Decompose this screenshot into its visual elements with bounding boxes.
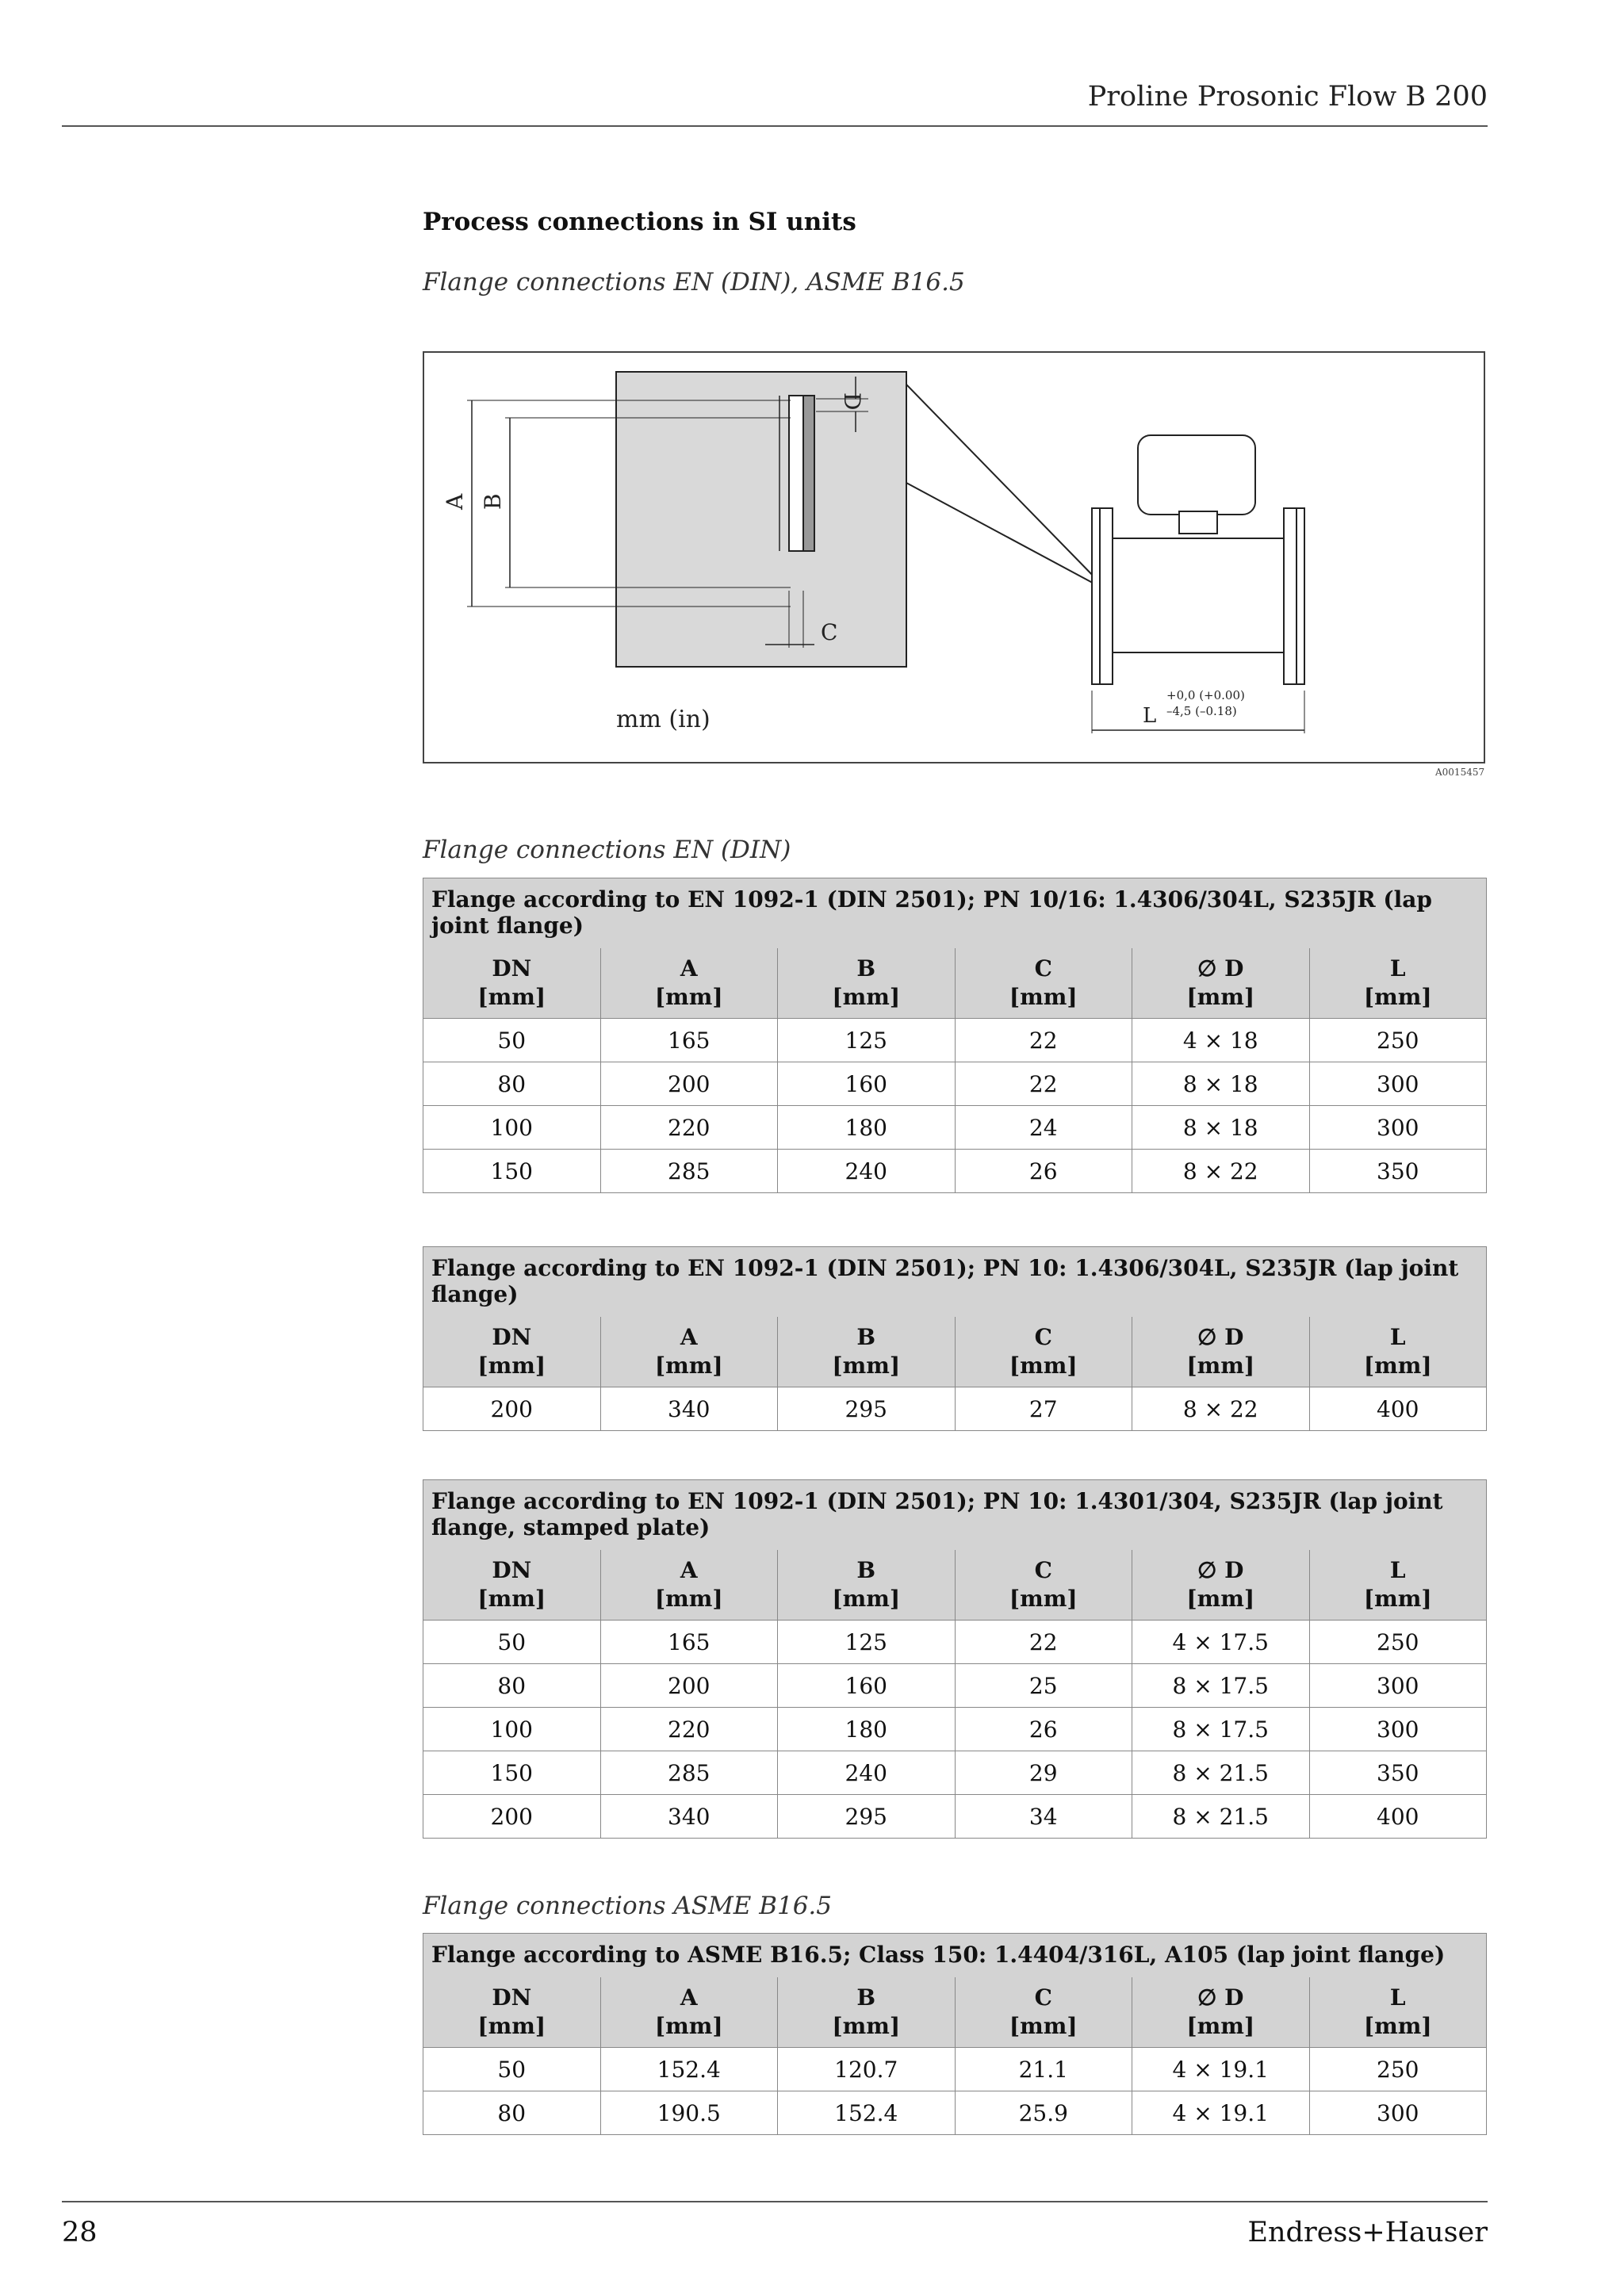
table-cell: 200 xyxy=(600,1062,778,1106)
column-name: B xyxy=(856,1324,876,1350)
table-row xyxy=(423,2048,1487,2091)
column-unit: [mm] xyxy=(832,1353,901,1379)
column-name: ∅ D xyxy=(1197,1984,1244,2011)
detail-box xyxy=(616,372,906,667)
table-cell: 27 xyxy=(955,1387,1132,1431)
label-c: C xyxy=(821,619,838,645)
table-row xyxy=(423,1751,1487,1795)
table-cell: 150 xyxy=(423,1751,601,1795)
flange-face xyxy=(789,396,803,551)
column-unit: [mm] xyxy=(1363,2013,1432,2039)
table-cell: 300 xyxy=(1309,1664,1487,1708)
column-name: L xyxy=(1389,955,1406,982)
table-cell: 25 xyxy=(955,1664,1132,1708)
unit-label: mm (in) xyxy=(616,706,710,733)
table-cell: 22 xyxy=(955,1019,1132,1062)
column-name: DN xyxy=(492,1984,532,2011)
transmitter-neck xyxy=(1179,511,1217,534)
table-cell: 300 xyxy=(1309,1106,1487,1150)
column-header xyxy=(423,1977,601,2048)
column-header xyxy=(778,1977,956,2048)
table-cell: 295 xyxy=(778,1387,956,1431)
table-cell: 50 xyxy=(423,1019,601,1062)
table-cell: 180 xyxy=(778,1106,956,1150)
table-cell: 160 xyxy=(778,1062,956,1106)
table-cell: 400 xyxy=(1309,1795,1487,1839)
table-cell: 250 xyxy=(1309,2048,1487,2091)
transmitter-head xyxy=(1138,435,1255,515)
column-header xyxy=(600,1977,778,2048)
column-header xyxy=(1132,1317,1310,1387)
column-name: ∅ D xyxy=(1197,1324,1244,1350)
table-cell: 125 xyxy=(778,1621,956,1664)
sensor-body xyxy=(1103,538,1293,652)
table-cell: 295 xyxy=(778,1795,956,1839)
table-cell: 80 xyxy=(423,2091,601,2135)
table-cell: 34 xyxy=(955,1795,1132,1839)
flange-right-outer xyxy=(1297,508,1304,684)
column-unit: [mm] xyxy=(1186,1353,1255,1379)
table-row xyxy=(423,1621,1487,1664)
table-cell: 22 xyxy=(955,1062,1132,1106)
table-cell: 250 xyxy=(1309,1019,1487,1062)
flange-section xyxy=(803,396,814,551)
column-unit: [mm] xyxy=(1009,2013,1078,2039)
table-row xyxy=(423,2091,1487,2135)
table-cell: 22 xyxy=(955,1621,1132,1664)
table-cell: 285 xyxy=(600,1150,778,1193)
brand-name: Endress+Hauser xyxy=(1247,2217,1488,2248)
column-header xyxy=(778,948,956,1019)
table-header-row xyxy=(423,1977,1487,2048)
flange-right xyxy=(1284,508,1297,684)
column-header xyxy=(423,948,601,1019)
column-unit: [mm] xyxy=(477,2013,546,2039)
label-l: L xyxy=(1143,704,1157,728)
table-header-row xyxy=(423,948,1487,1019)
column-name: A xyxy=(680,955,698,982)
flange-table-pn10-stamped xyxy=(423,1479,1487,1839)
column-name: DN xyxy=(492,1324,532,1350)
column-name: L xyxy=(1389,1984,1406,2011)
table-caption: Flange according to EN 1092-1 (DIN 2501); PN 10/16: 1.4306/304L, S235JR (lap joint flange) xyxy=(423,878,1487,949)
column-header xyxy=(600,948,778,1019)
table-cell: 340 xyxy=(600,1387,778,1431)
table-cell: 300 xyxy=(1309,1062,1487,1106)
table-caption: Flange according to ASME B16.5; Class 150: 1.4404/316L, A105 (lap joint flange) xyxy=(423,1934,1487,1978)
table-cell: 240 xyxy=(778,1150,956,1193)
table-row xyxy=(423,1387,1487,1431)
column-unit: [mm] xyxy=(654,984,723,1010)
column-header xyxy=(1309,1550,1487,1621)
column-name: B xyxy=(856,955,876,982)
figure-subtitle: Flange connections EN (DIN), ASME B16.5 xyxy=(423,268,965,297)
table-cell: 4 × 19.1 xyxy=(1132,2048,1310,2091)
figure-id: A0015457 xyxy=(1435,767,1485,778)
page-number: 28 xyxy=(62,2217,98,2248)
table-cell: 150 xyxy=(423,1150,601,1193)
column-unit: [mm] xyxy=(654,1353,723,1379)
table-cell: 152.4 xyxy=(778,2091,956,2135)
table-header-row xyxy=(423,1550,1487,1621)
column-unit: [mm] xyxy=(1363,1586,1432,1612)
label-d: D xyxy=(839,392,865,411)
table-cell: 125 xyxy=(778,1019,956,1062)
table-cell: 8 × 21.5 xyxy=(1132,1751,1310,1795)
column-name: B xyxy=(856,1984,876,2011)
column-name: ∅ D xyxy=(1197,1557,1244,1583)
column-unit: [mm] xyxy=(1009,1353,1078,1379)
table-cell: 340 xyxy=(600,1795,778,1839)
column-header xyxy=(600,1317,778,1387)
column-unit: [mm] xyxy=(832,1586,901,1612)
table-cell: 8 × 17.5 xyxy=(1132,1708,1310,1751)
column-unit: [mm] xyxy=(832,2013,901,2039)
table-cell: 120.7 xyxy=(778,2048,956,2091)
table-caption-row xyxy=(423,878,1487,949)
column-header xyxy=(1309,1317,1487,1387)
table-cell: 21.1 xyxy=(955,2048,1132,2091)
table-row xyxy=(423,1708,1487,1751)
table-cell: 4 × 19.1 xyxy=(1132,2091,1310,2135)
column-header xyxy=(1132,1977,1310,2048)
table-cell: 4 × 17.5 xyxy=(1132,1621,1310,1664)
column-unit: [mm] xyxy=(1186,1586,1255,1612)
column-unit: [mm] xyxy=(1186,2013,1255,2039)
column-unit: [mm] xyxy=(477,1586,546,1612)
column-header xyxy=(955,948,1132,1019)
table-cell: 300 xyxy=(1309,1708,1487,1751)
column-header xyxy=(955,1550,1132,1621)
table-cell: 26 xyxy=(955,1150,1132,1193)
table-row xyxy=(423,1150,1487,1193)
table-cell: 160 xyxy=(778,1664,956,1708)
table-cell: 190.5 xyxy=(600,2091,778,2135)
table-cell: 50 xyxy=(423,2048,601,2091)
table-caption-row xyxy=(423,1247,1487,1318)
label-b: B xyxy=(480,493,506,510)
table-cell: 220 xyxy=(600,1106,778,1150)
column-name: C xyxy=(1034,1984,1052,2011)
column-header xyxy=(1309,1977,1487,2048)
table-cell: 180 xyxy=(778,1708,956,1751)
table-cell: 8 × 22 xyxy=(1132,1150,1310,1193)
column-unit: [mm] xyxy=(1186,984,1255,1010)
column-unit: [mm] xyxy=(1363,1353,1432,1379)
table-cell: 250 xyxy=(1309,1621,1487,1664)
table-cell: 152.4 xyxy=(600,2048,778,2091)
column-name: C xyxy=(1034,1324,1052,1350)
column-name: A xyxy=(680,1984,698,2011)
column-header xyxy=(955,1317,1132,1387)
table-cell: 100 xyxy=(423,1708,601,1751)
table-caption-row xyxy=(423,1480,1487,1551)
table-caption: Flange according to EN 1092-1 (DIN 2501); PN 10: 1.4306/304L, S235JR (lap joint flange) xyxy=(423,1247,1487,1318)
column-unit: [mm] xyxy=(1009,984,1078,1010)
group-heading-asme: Flange connections ASME B16.5 xyxy=(423,1892,832,1920)
group-heading-en-din: Flange connections EN (DIN) xyxy=(423,836,791,864)
table-row xyxy=(423,1664,1487,1708)
document-title: Proline Prosonic Flow B 200 xyxy=(1087,81,1488,113)
flange-dimension-drawing xyxy=(423,351,1485,763)
table-cell: 8 × 18 xyxy=(1132,1062,1310,1106)
column-unit: [mm] xyxy=(654,1586,723,1612)
column-header xyxy=(600,1550,778,1621)
table-cell: 8 × 21.5 xyxy=(1132,1795,1310,1839)
table-header-row xyxy=(423,1317,1487,1387)
table-row xyxy=(423,1106,1487,1150)
column-name: DN xyxy=(492,1557,532,1583)
column-name: L xyxy=(1389,1557,1406,1583)
table-cell: 8 × 22 xyxy=(1132,1387,1310,1431)
column-header xyxy=(955,1977,1132,2048)
table-cell: 165 xyxy=(600,1621,778,1664)
flange-table-pn10-16 xyxy=(423,878,1487,1193)
column-header xyxy=(778,1317,956,1387)
table-cell: 200 xyxy=(423,1795,601,1839)
table-cell: 350 xyxy=(1309,1751,1487,1795)
table-cell: 200 xyxy=(600,1664,778,1708)
table-cell: 26 xyxy=(955,1708,1132,1751)
flange-left-outer xyxy=(1092,508,1100,684)
table-cell: 220 xyxy=(600,1708,778,1751)
column-name: A xyxy=(680,1324,698,1350)
table-cell: 50 xyxy=(423,1621,601,1664)
table-cell: 8 × 17.5 xyxy=(1132,1664,1310,1708)
table-caption: Flange according to EN 1092-1 (DIN 2501); PN 10: 1.4301/304, S235JR (lap joint flange, stamped plate) xyxy=(423,1480,1487,1551)
column-name: C xyxy=(1034,1557,1052,1583)
footer-divider xyxy=(62,2201,1488,2202)
tolerance-lower: –4,5 (–0.18) xyxy=(1166,704,1237,718)
column-header xyxy=(1309,948,1487,1019)
column-name: L xyxy=(1389,1324,1406,1350)
table-cell: 165 xyxy=(600,1019,778,1062)
flange-table-pn10-lap xyxy=(423,1246,1487,1431)
column-name: C xyxy=(1034,955,1052,982)
tolerance-upper: +0,0 (+0.00) xyxy=(1166,688,1245,702)
table-cell: 24 xyxy=(955,1106,1132,1150)
column-unit: [mm] xyxy=(832,984,901,1010)
table-row xyxy=(423,1795,1487,1839)
label-a: A xyxy=(442,493,468,510)
column-header xyxy=(423,1550,601,1621)
column-name: B xyxy=(856,1557,876,1583)
flange-left xyxy=(1100,508,1113,684)
zoom-line-bottom xyxy=(906,483,1100,587)
column-name: A xyxy=(680,1557,698,1583)
table-cell: 400 xyxy=(1309,1387,1487,1431)
column-name: ∅ D xyxy=(1197,955,1244,982)
drawing-svg xyxy=(424,353,1484,762)
table-cell: 285 xyxy=(600,1751,778,1795)
table-row xyxy=(423,1062,1487,1106)
column-header xyxy=(778,1550,956,1621)
table-cell: 300 xyxy=(1309,2091,1487,2135)
column-unit: [mm] xyxy=(1363,984,1432,1010)
table-cell: 80 xyxy=(423,1664,601,1708)
flange-table-asme-class150 xyxy=(423,1933,1487,2135)
table-cell: 350 xyxy=(1309,1150,1487,1193)
column-unit: [mm] xyxy=(477,984,546,1010)
table-cell: 29 xyxy=(955,1751,1132,1795)
column-name: DN xyxy=(492,955,532,982)
table-cell: 200 xyxy=(423,1387,601,1431)
column-header xyxy=(1132,948,1310,1019)
table-cell: 8 × 18 xyxy=(1132,1106,1310,1150)
table-cell: 240 xyxy=(778,1751,956,1795)
column-header xyxy=(423,1317,601,1387)
table-cell: 100 xyxy=(423,1106,601,1150)
table-cell: 25.9 xyxy=(955,2091,1132,2135)
header-divider xyxy=(62,125,1488,127)
table-row xyxy=(423,1019,1487,1062)
section-title: Process connections in SI units xyxy=(423,208,856,236)
column-unit: [mm] xyxy=(477,1353,546,1379)
zoom-line-top xyxy=(906,385,1100,583)
column-unit: [mm] xyxy=(1009,1586,1078,1612)
column-unit: [mm] xyxy=(654,2013,723,2039)
column-header xyxy=(1132,1550,1310,1621)
table-caption-row xyxy=(423,1934,1487,1978)
table-cell: 80 xyxy=(423,1062,601,1106)
table-cell: 4 × 18 xyxy=(1132,1019,1310,1062)
